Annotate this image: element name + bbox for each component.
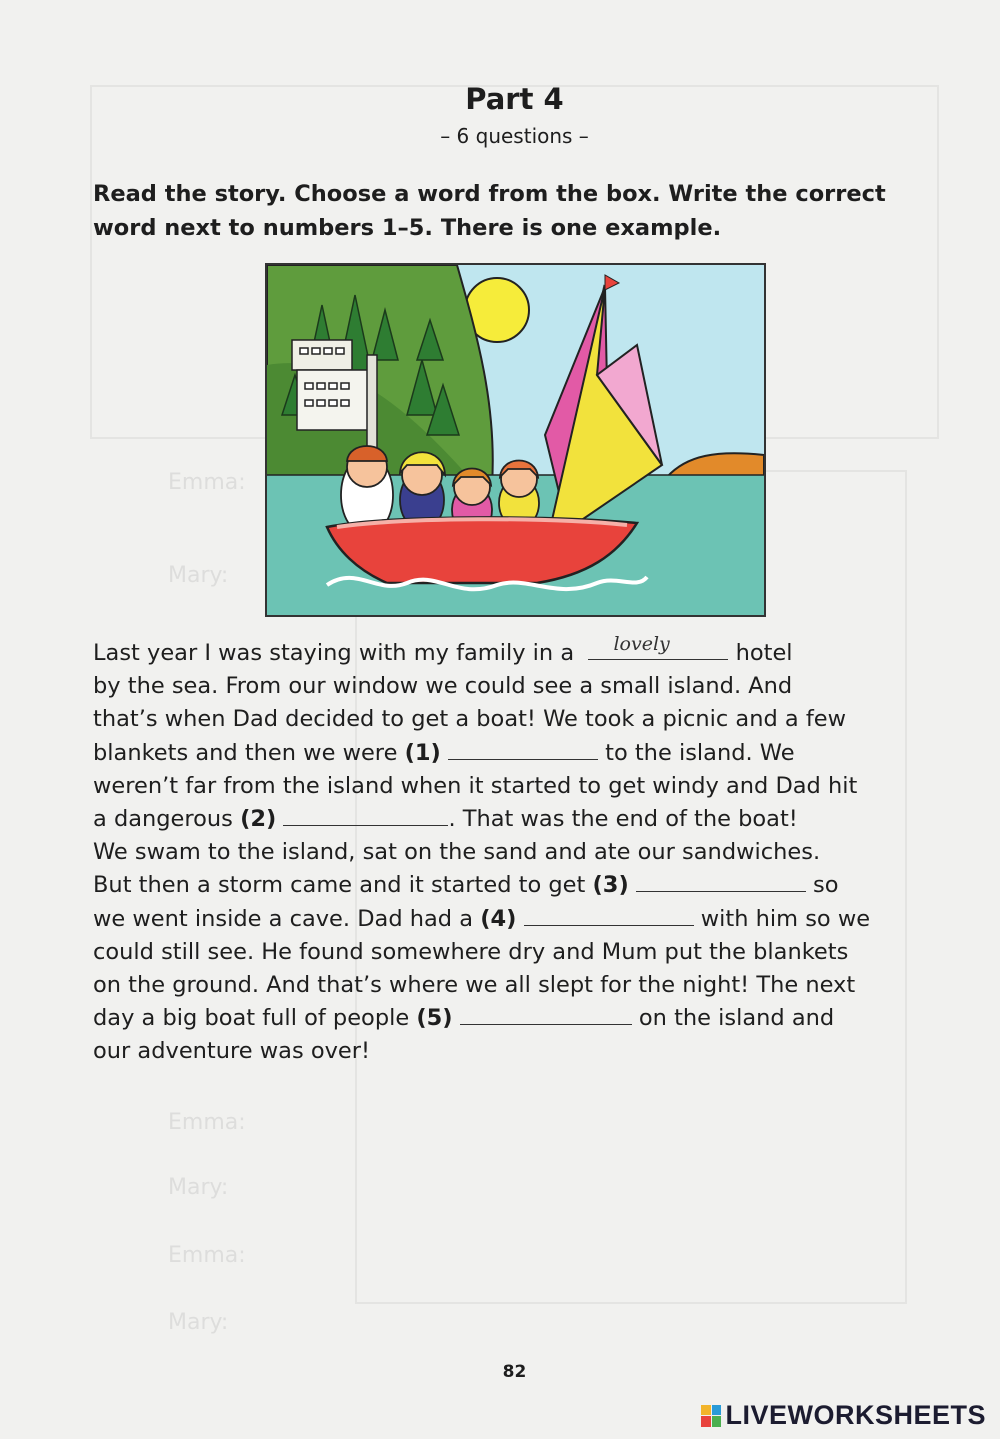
story-line: We swam to the island, sat on the sand and ate our sandwiches.: [93, 839, 821, 866]
story-line: our adventure was over!: [93, 1038, 371, 1065]
question-number-3: (3): [592, 872, 629, 899]
story-text-fragment: blankets and then we were: [93, 739, 398, 766]
question-number-5: (5): [416, 1005, 453, 1032]
story-line: on the ground. And that’s where we all slept for the night! The next: [93, 972, 856, 999]
question-number-1: (1): [404, 739, 441, 766]
brand-name: LIVEWORKSHEETS: [725, 1400, 986, 1430]
show-through-text: Mary:: [168, 1175, 229, 1200]
story-text-fragment: so: [813, 872, 839, 899]
story-line: weren’t far from the island when it started to get windy and Dad hit: [93, 772, 858, 799]
page-subtitle: – 6 questions –: [440, 124, 589, 148]
answer-blank-5[interactable]: [460, 1002, 632, 1025]
story-line: [93, 1002, 953, 1035]
story-text-fragment: we went inside a cave. Dad had a: [93, 905, 474, 932]
liveworksheets-icon: [701, 1405, 721, 1427]
liveworksheets-logo: [701, 1400, 986, 1431]
show-through-text: Emma:: [168, 1243, 246, 1268]
story-line: [93, 632, 953, 670]
story-line: by the sea. From our window we could see a small island. And: [93, 673, 793, 700]
story-text-fragment: . That was the end of the boat!: [448, 806, 798, 833]
illustration-svg: [267, 265, 764, 615]
answer-blank-2[interactable]: [283, 803, 448, 826]
show-through-text: Mary:: [168, 1310, 229, 1335]
family-sailing-boat-illustration: [265, 263, 766, 617]
story-line: [93, 803, 953, 836]
story-text-fragment: a dangerous: [93, 806, 233, 833]
story-line: that’s when Dad decided to get a boat! We took a picnic and a few: [93, 706, 847, 733]
show-through-text: Emma:: [168, 1110, 246, 1135]
show-through-text: Mary:: [168, 563, 229, 588]
page-number: 82: [502, 1362, 527, 1382]
story-text-fragment: with him so we: [700, 905, 871, 932]
instructions: Read the story. Choose a word from the box. Write the correct word next to numbers 1–5. There is one example.: [93, 181, 886, 241]
question-number-2: (2): [240, 806, 277, 833]
story-text-fragment: day a big boat full of people: [93, 1005, 410, 1032]
story-text: [93, 632, 953, 1069]
story-line: [93, 903, 953, 936]
show-through-text: Emma:: [168, 470, 246, 495]
story-line: [93, 869, 953, 902]
answer-blank-4[interactable]: [524, 903, 694, 926]
question-number-4: (4): [480, 905, 517, 932]
story-text-fragment: But then a storm came and it started to get: [93, 872, 586, 899]
example-blank: [588, 632, 728, 660]
story-line: [93, 737, 953, 770]
answer-blank-1[interactable]: [448, 737, 598, 760]
story-text-fragment: to the island. We: [605, 739, 795, 766]
story-text-fragment: Last year I was staying with my family in a: [93, 640, 575, 666]
answer-blank-3[interactable]: [636, 869, 806, 892]
page-title: Part 4: [465, 82, 564, 116]
example-answer: lovely: [613, 632, 670, 655]
story-text-fragment: on the island and: [638, 1005, 835, 1032]
story-line: could still see. He found somewhere dry and Mum put the blankets: [93, 938, 849, 965]
story-text-fragment: hotel: [735, 640, 793, 666]
